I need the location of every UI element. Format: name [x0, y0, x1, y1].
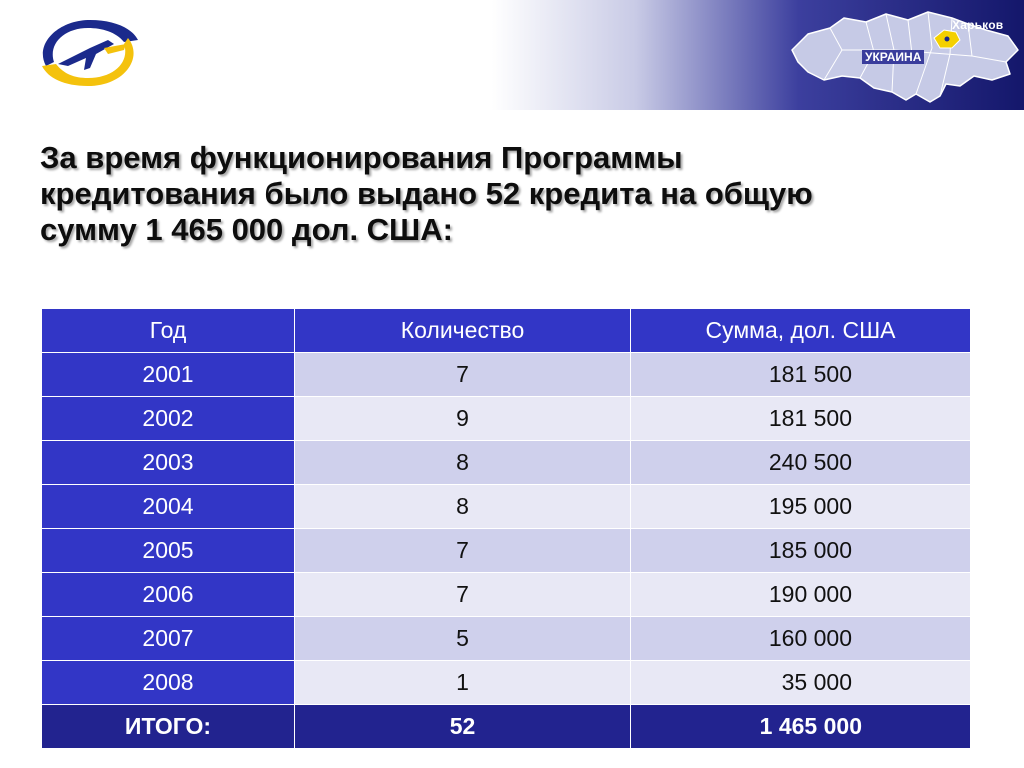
sum-cell: 160 000	[631, 617, 971, 661]
map-city-label: Харьков	[952, 18, 1004, 32]
table-row	[42, 397, 971, 441]
year-cell: 2006	[42, 573, 295, 617]
table-row	[42, 661, 971, 705]
sum-cell: 185 000	[631, 529, 971, 573]
count-cell: 9	[295, 397, 631, 441]
column-header-count: Количество	[295, 309, 631, 353]
title-line: сумму 1 465 000 дол. США:	[40, 212, 453, 247]
year-cell: 2001	[42, 353, 295, 397]
year-cell: 2008	[42, 661, 295, 705]
total-count: 52	[295, 705, 631, 749]
year-cell: 2005	[42, 529, 295, 573]
table-row	[42, 617, 971, 661]
count-cell: 5	[295, 617, 631, 661]
total-sum: 1 465 000	[631, 705, 971, 749]
map-country-label: УКРАИНА	[862, 50, 924, 64]
table-header-row	[42, 309, 971, 353]
count-cell: 8	[295, 441, 631, 485]
sum-cell: 190 000	[631, 573, 971, 617]
sum-cell: 240 500	[631, 441, 971, 485]
title-line: кредитования было выдано 52 кредита на общую	[40, 176, 813, 211]
page-title	[40, 140, 940, 248]
year-cell: 2002	[42, 397, 295, 441]
airplane-logo-icon	[28, 14, 146, 90]
total-label: ИТОГО:	[42, 705, 295, 749]
table-row	[42, 485, 971, 529]
table-row	[42, 353, 971, 397]
count-cell: 7	[295, 529, 631, 573]
city-marker-icon	[945, 37, 950, 42]
sum-cell: 181 500	[631, 353, 971, 397]
title-line: За время функционирования Программы	[40, 140, 683, 175]
credits-table	[41, 308, 971, 749]
sum-cell: 35 000	[631, 661, 971, 705]
sum-cell: 195 000	[631, 485, 971, 529]
table-row	[42, 441, 971, 485]
year-cell: 2003	[42, 441, 295, 485]
table-row	[42, 529, 971, 573]
year-cell: 2007	[42, 617, 295, 661]
count-cell: 7	[295, 573, 631, 617]
column-header-year: Год	[42, 309, 295, 353]
year-cell: 2004	[42, 485, 295, 529]
total-row	[42, 705, 971, 749]
count-cell: 1	[295, 661, 631, 705]
table-row	[42, 573, 971, 617]
sum-cell: 181 500	[631, 397, 971, 441]
column-header-sum: Сумма, дол. США	[631, 309, 971, 353]
count-cell: 8	[295, 485, 631, 529]
count-cell: 7	[295, 353, 631, 397]
